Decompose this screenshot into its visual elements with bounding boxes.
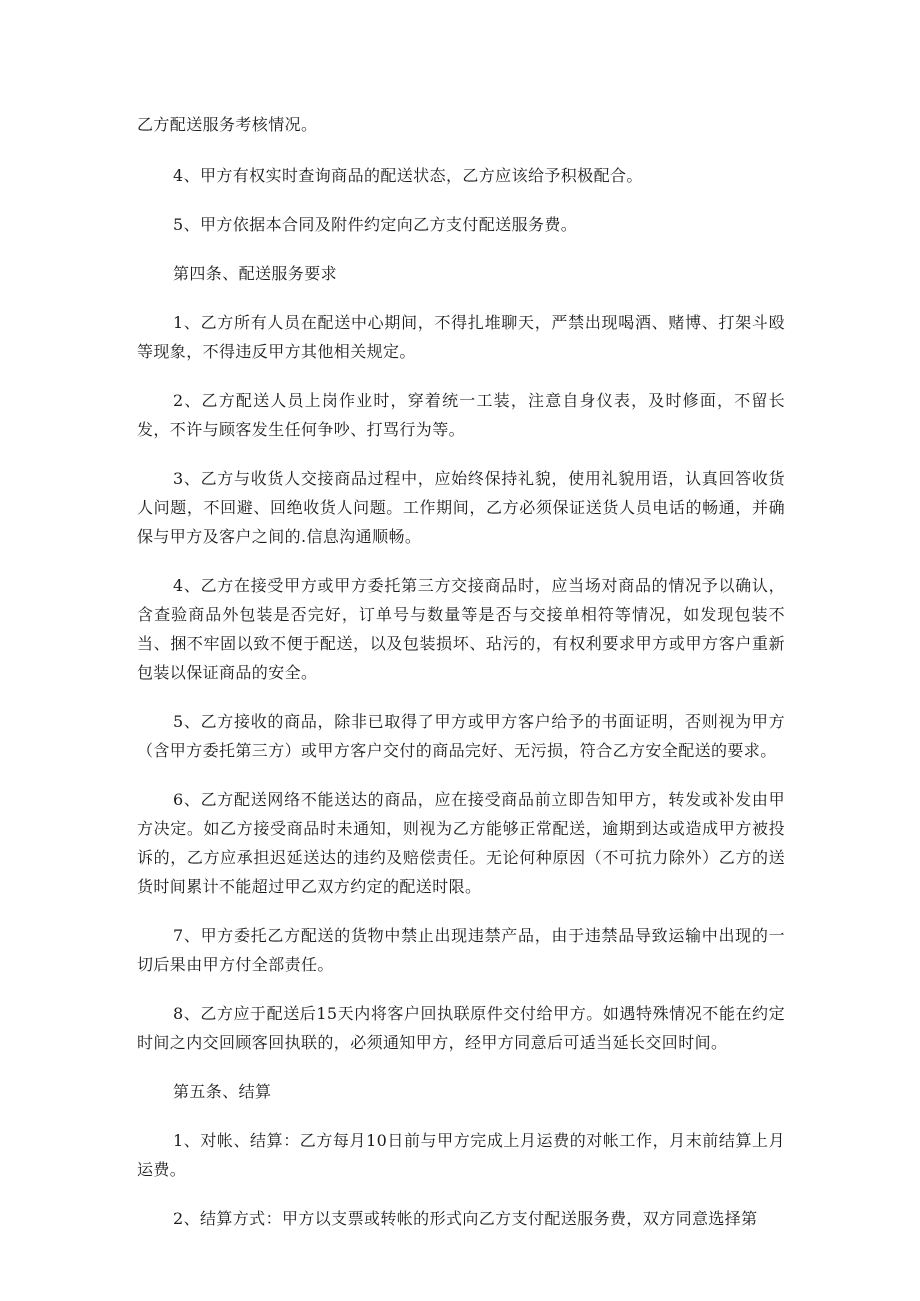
paragraph-clause-4-2: 2、乙方配送人员上岗作业时，穿着统一工装，注意自身仪表，及时修面，不留长发，不许与顾客发生任何争吵、打骂行为等。 (137, 391, 785, 439)
paragraph-clause-4-6: 6、乙方配送网络不能送达的商品，应在接受商品前立即告知甲方，转发或补发由甲方决定。如乙方接受商品时未通知，则视为乙方能够正常配送，逾期到达或造成甲方被投诉的，乙方应承担迟延送达的违约及赔偿责任。无论何种原因（不可抗力除外）乙方的送货时间累计不能超过甲乙双方约定的配送时限。 (137, 790, 785, 896)
section-heading-article-4: 第四条、配送服务要求 (173, 264, 338, 283)
paragraph-clause-4-7: 7、甲方委托乙方配送的货物中禁止出现违禁产品，由于违禁品导致运输中出现的一切后果由甲方付全部责任。 (137, 926, 785, 974)
paragraph-clause-4-1: 1、乙方所有人员在配送中心期间，不得扎堆聊天，严禁出现喝酒、赌博、打架斗殴等现象，不得违反甲方其他相关规定。 (137, 313, 785, 361)
paragraph-clause-4-5: 5、乙方接收的商品，除非已取得了甲方或甲方客户给予的书面证明，否则视为甲方（含甲方委托第三方）或甲方客户交付的商品完好、无污损，符合乙方安全配送的要求。 (137, 712, 785, 760)
paragraph-continuation: 乙方配送服务考核情况。 (137, 115, 318, 134)
paragraph-clause-5-1: 1、对帐、结算：乙方每月10日前与甲方完成上月运费的对帐工作，月末前结算上月运费。 (137, 1131, 785, 1179)
paragraph-clause-4-8: 8、乙方应于配送后15天内将客户回执联原件交付给甲方。如遇特殊情况不能在约定时间之内交回顾客回执联的，必须通知甲方，经甲方同意后可适当延长交回时间。 (137, 1004, 785, 1052)
section-heading-article-5: 第五条、结算 (173, 1082, 272, 1101)
paragraph-clause-3-4: 4、甲方有权实时查询商品的配送状态，乙方应该给予积极配合。 (173, 166, 643, 185)
document-body (137, 110, 785, 1253)
paragraph-clause-4-4: 4、乙方在接受甲方或甲方委托第三方交接商品时，应当场对商品的情况予以确认，含查验商品外包装是否完好，订单号与数量等是否与交接单相符等情况，如发现包装不当、捆不牢固以致不便于配送，以及包装损坏、玷污的，有权利要求甲方或甲方客户重新包装以保证商品的安全。 (137, 576, 785, 682)
paragraph-clause-5-2: 2、结算方式：甲方以支票或转帐的形式向乙方支付配送服务费，双方同意选择第 (173, 1209, 758, 1228)
paragraph-clause-4-3: 3、乙方与收货人交接商品过程中，应始终保持礼貌，使用礼貌用语，认真回答收货人问题，不回避、回绝收货人问题。工作期间，乙方必须保证送货人员电话的畅通，并确保与甲方及客户之间的.信息沟通顺畅。 (137, 469, 785, 546)
paragraph-clause-3-5: 5、甲方依据本合同及附件约定向乙方支付配送服务费。 (173, 215, 578, 234)
